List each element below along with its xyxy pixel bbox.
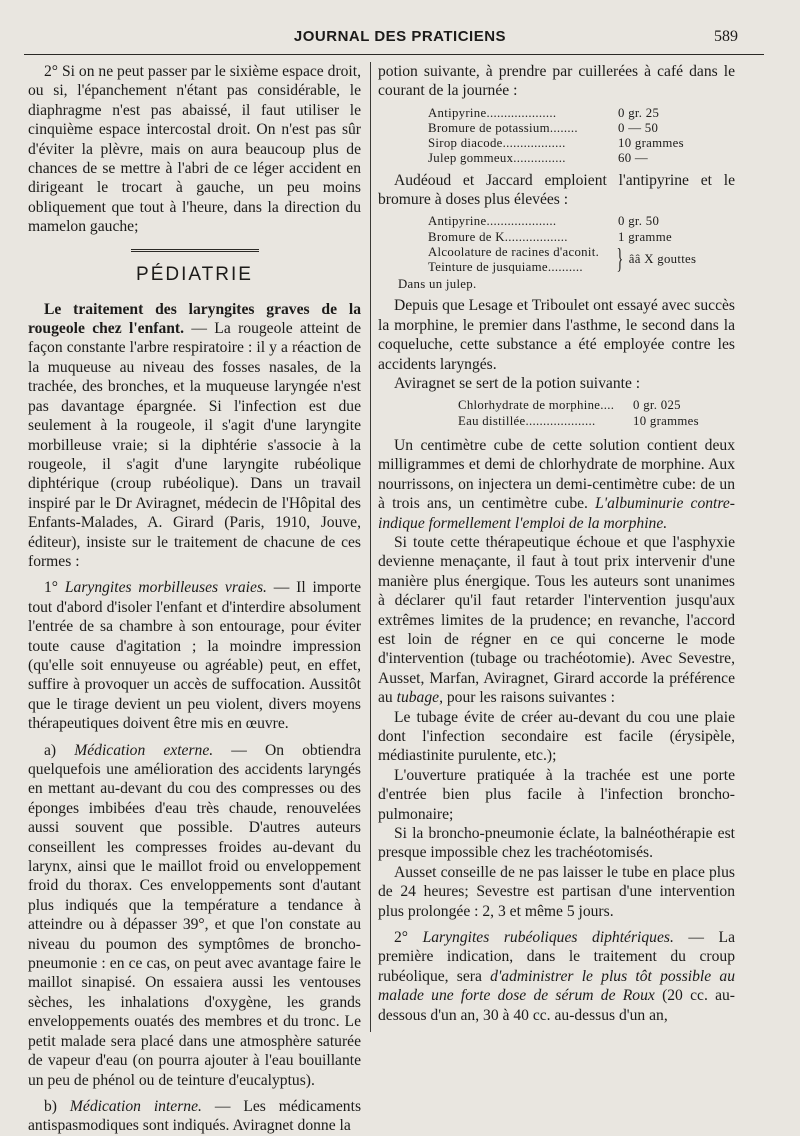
- paragraph-morphine-history: Depuis que Lesage et Triboulet ont essayé avec succès la morphine, le premier dans l'asthme, le second dans la coqueluche, cette substance a été employée contre les accidents laryngés.: [378, 297, 735, 373]
- article-title: Le traitement des laryngites graves de la rougeole chez l'enfant.: [28, 300, 361, 338]
- page-number: 589: [714, 28, 738, 45]
- prescription-line: Teinture de jusquiame..........: [428, 260, 583, 275]
- prescription-line: Sirop diacode.................. 10 grammes: [428, 136, 684, 151]
- prescription-line: Bromure de potassium........ 0 — 50: [428, 121, 659, 136]
- paragraph-tubage-reason-3: Si la broncho-pneumonie éclate, la balnéothérapie est presque impossible chez les trachéotomisés.: [378, 825, 735, 862]
- prescription-morphine: [378, 398, 735, 428]
- left-column: [28, 62, 361, 1136]
- prescription-line: Julep gommeux............... 60 —: [428, 151, 648, 166]
- header-rule: [24, 54, 764, 55]
- serum-emphasis: d'administrer le plus tôt possible au malade une forte dose de sérum de Roux: [378, 967, 735, 1005]
- paragraph-medication-interne: b) Médication interne. — Les médicaments antispasmodiques sont indiqués. Aviragnet donne la: [28, 1097, 362, 1135]
- paragraph-pleural-puncture: 2° Si on ne peut passer par le sixième espace droit, ou si, l'épanchement n'étant pas considérable, le diaphragme n'est pas abaissé, il faut utiliser le cinquième espace intercostal droit. On n'est pas sûr d'éviter la plèvre, mais on aura beaucoup plus de chances de se mettre à l'abri de ce léger accident en dirigeant le trocart à gauche, un peu moins obliquement que tout à l'heure, dans la direction du mamelon gauche;: [28, 63, 361, 236]
- running-head: [0, 28, 800, 50]
- albuminurie-warning: L'albuminurie contre-indique formellement l'emploi de la morphine.: [378, 495, 735, 532]
- prescription-brace-group: [428, 245, 735, 275]
- paragraph-audeoud-jaccard: Audéoud et Jaccard emploient l'antipyrine et le bromure à doses plus élevées :: [378, 171, 735, 209]
- prescription-line: Alcoolature de racines d'aconit.: [428, 244, 600, 259]
- paragraph-article-intro: Le traitement des laryngites graves de la rougeole chez l'enfant. — La rougeole atteint de façon constante l'arbre respiratoire : il y a réaction de la muqueuse au niveau des fosses nasales, de la trachée, des bronches, et la muqueuse laryngée n'est pas davantage épargnée. Si l'infection est due seulement à la rougeole, il s'agit d'une laryngite morbilleuse vraie; si la diphtérie s'associe à la rougeole, il s'agit d'une laryngite rubéolique diphtérique (croup rubéolique). Dans un travail inspiré par le Dr Aviragnet, médecin de l'Hôpital des Enfants-Malades, A. Girard (Paris, 1910, Jouve, éditeur), insiste sur le traitement de chacune de ces formes :: [28, 300, 362, 570]
- paragraph-tubage-reason-2: L'ouverture pratiquée à la trachée est une porte d'entrée bien plus facile à l'infection broncho-pulmonaire;: [378, 766, 735, 823]
- section-rule: [131, 249, 259, 252]
- subheading-medication-externe: Médication externe.: [74, 741, 214, 759]
- brace-symbol: }: [616, 244, 624, 276]
- paragraph-laryngites-morbilleuses: 1° Laryngites morbilleuses vraies. — Il importe tout d'abord d'isoler l'enfant et d'interdire absolument l'entrée de sa chambre à son entourage, pour éviter toute cause d'agitation ; la moindre impression (qu'elle soit ennuyeuse ou agréable) peut, en effet, suffire à provoquer un accès de suffocation. Aussitôt que le tirage devient un peu violent, divers moyens thérapeutiques doivent être mis en œuvre.: [28, 579, 361, 733]
- prescription-note: Dans un julep.: [398, 277, 477, 292]
- subheading-laryngites-rubeoliques: Laryngites rubéoliques diphtériques.: [422, 929, 674, 947]
- tubage-emphasis: tubage,: [396, 689, 443, 707]
- paragraph-intervention: Si toute cette thérapeutique échoue et que l'asphyxie devienne menaçante, il faut à tout prix intervenir d'une manière plus énergique. Tous les auteurs sont unanimes à déclarer qu'il faut retarder l'intervention jusqu'aux extrêmes limites de la prudence; en revanche, l'accord est loin de régner en ce qui concerne le mode d'intervention (tubage ou trachéotomie). Avec Sevestre, Ausset, Marfan, Aviragnet, Girard accorde la préférence au tubage, pour les raisons suivantes :: [378, 533, 735, 707]
- journal-title: JOURNAL DES PRATICIENS: [293, 28, 507, 45]
- prescription-antipyrine: [378, 106, 735, 167]
- brace-quantity: ââ X gouttes: [628, 252, 697, 267]
- section-heading: PÉDIATRIE: [136, 263, 253, 285]
- prescription-antipyrine-bromure: [378, 214, 735, 275]
- paragraph-medication-externe: a) Médication externe. — On obtiendra quelquefois une amélioration des accidents laryngés en mettant au-devant du cou des compresses ou des éponges imbibées d'eau très chaude, renouvelées aussi souvent que possible. D'autres auteurs conseillent les compresses froides au-devant du larynx, ainsi que le maillot froid ou enveloppement froid du thorax. Ces enveloppements sont d'autant plus indiqués que la température a tendance à atteindre ou à dépasser 39°, et que l'on constate au niveau du poumon des symptômes de broncho-pneumonie : en ce cas, on peut avec avantage faire le maillot sinapisé. On essaiera aussi les ventouses sèches, les inhalations d'oxygène, les grands enveloppements ouatés des membres et du tronc. Le petit malade sera placé dans une atmosphère saturée de vapeur d'eau (on pourra ajouter à l'eau bouillante un peu de phénol ou de teinture d'eucalyptus).: [28, 741, 361, 1089]
- paragraph-tubage-reason-1: Le tubage évite de créer au-devant du cou une plaie dont l'infection secondaire est facile (érysipèle, médiastinite purulente, etc.);: [378, 708, 735, 765]
- paragraph-dosage: Un centimètre cube de cette solution contient deux milligrammes et demi de chlorhydrate de morphine. Aux nourrissons, on injectera un demi-centimètre cube: de un à trois ans, un centimètre cube. L'albuminurie contre-indique formellement l'emploi de la morphine.: [378, 436, 735, 532]
- paragraph-aviragnet-potion: Aviragnet se sert de la potion suivante :: [394, 375, 641, 393]
- column-divider: [370, 62, 371, 1032]
- subheading-laryngites-morbilleuses: Laryngites morbilleuses vraies.: [64, 579, 267, 597]
- subheading-medication-interne: Médication interne.: [69, 1097, 202, 1115]
- prescription-line: Antipyrine.................... 0 gr. 50: [428, 214, 660, 229]
- right-column: [378, 62, 735, 1025]
- prescription-line: Antipyrine.................... 0 gr. 25: [428, 105, 660, 120]
- paragraph-laryngites-rubeoliques: 2° Laryngites rubéoliques diphtériques. — La première indication, dans le traitement du croup rubéolique, sera d'administrer le plus tôt possible au malade une forte dose de sérum de Roux (20 cc. au-dessous d'un an, 30 à 40 cc. au-dessus d'un an,: [378, 929, 736, 1024]
- prescription-line: Eau distillée.................... 10 grammes: [458, 413, 699, 428]
- paragraph-tube-duration: Ausset conseille de ne pas laisser le tube en place plus de 24 heures; Sevestre est partisan d'une intervention plus prolongée : 2, 3 et même 5 jours.: [378, 863, 735, 920]
- paragraph-potion-intro: potion suivante, à prendre par cuillerées à café dans le courant de la journée :: [378, 63, 735, 100]
- prescription-line: Chlorhydrate de morphine.... 0 gr. 025: [458, 398, 681, 413]
- prescription-line: Bromure de K.................. 1 gramme: [428, 229, 672, 244]
